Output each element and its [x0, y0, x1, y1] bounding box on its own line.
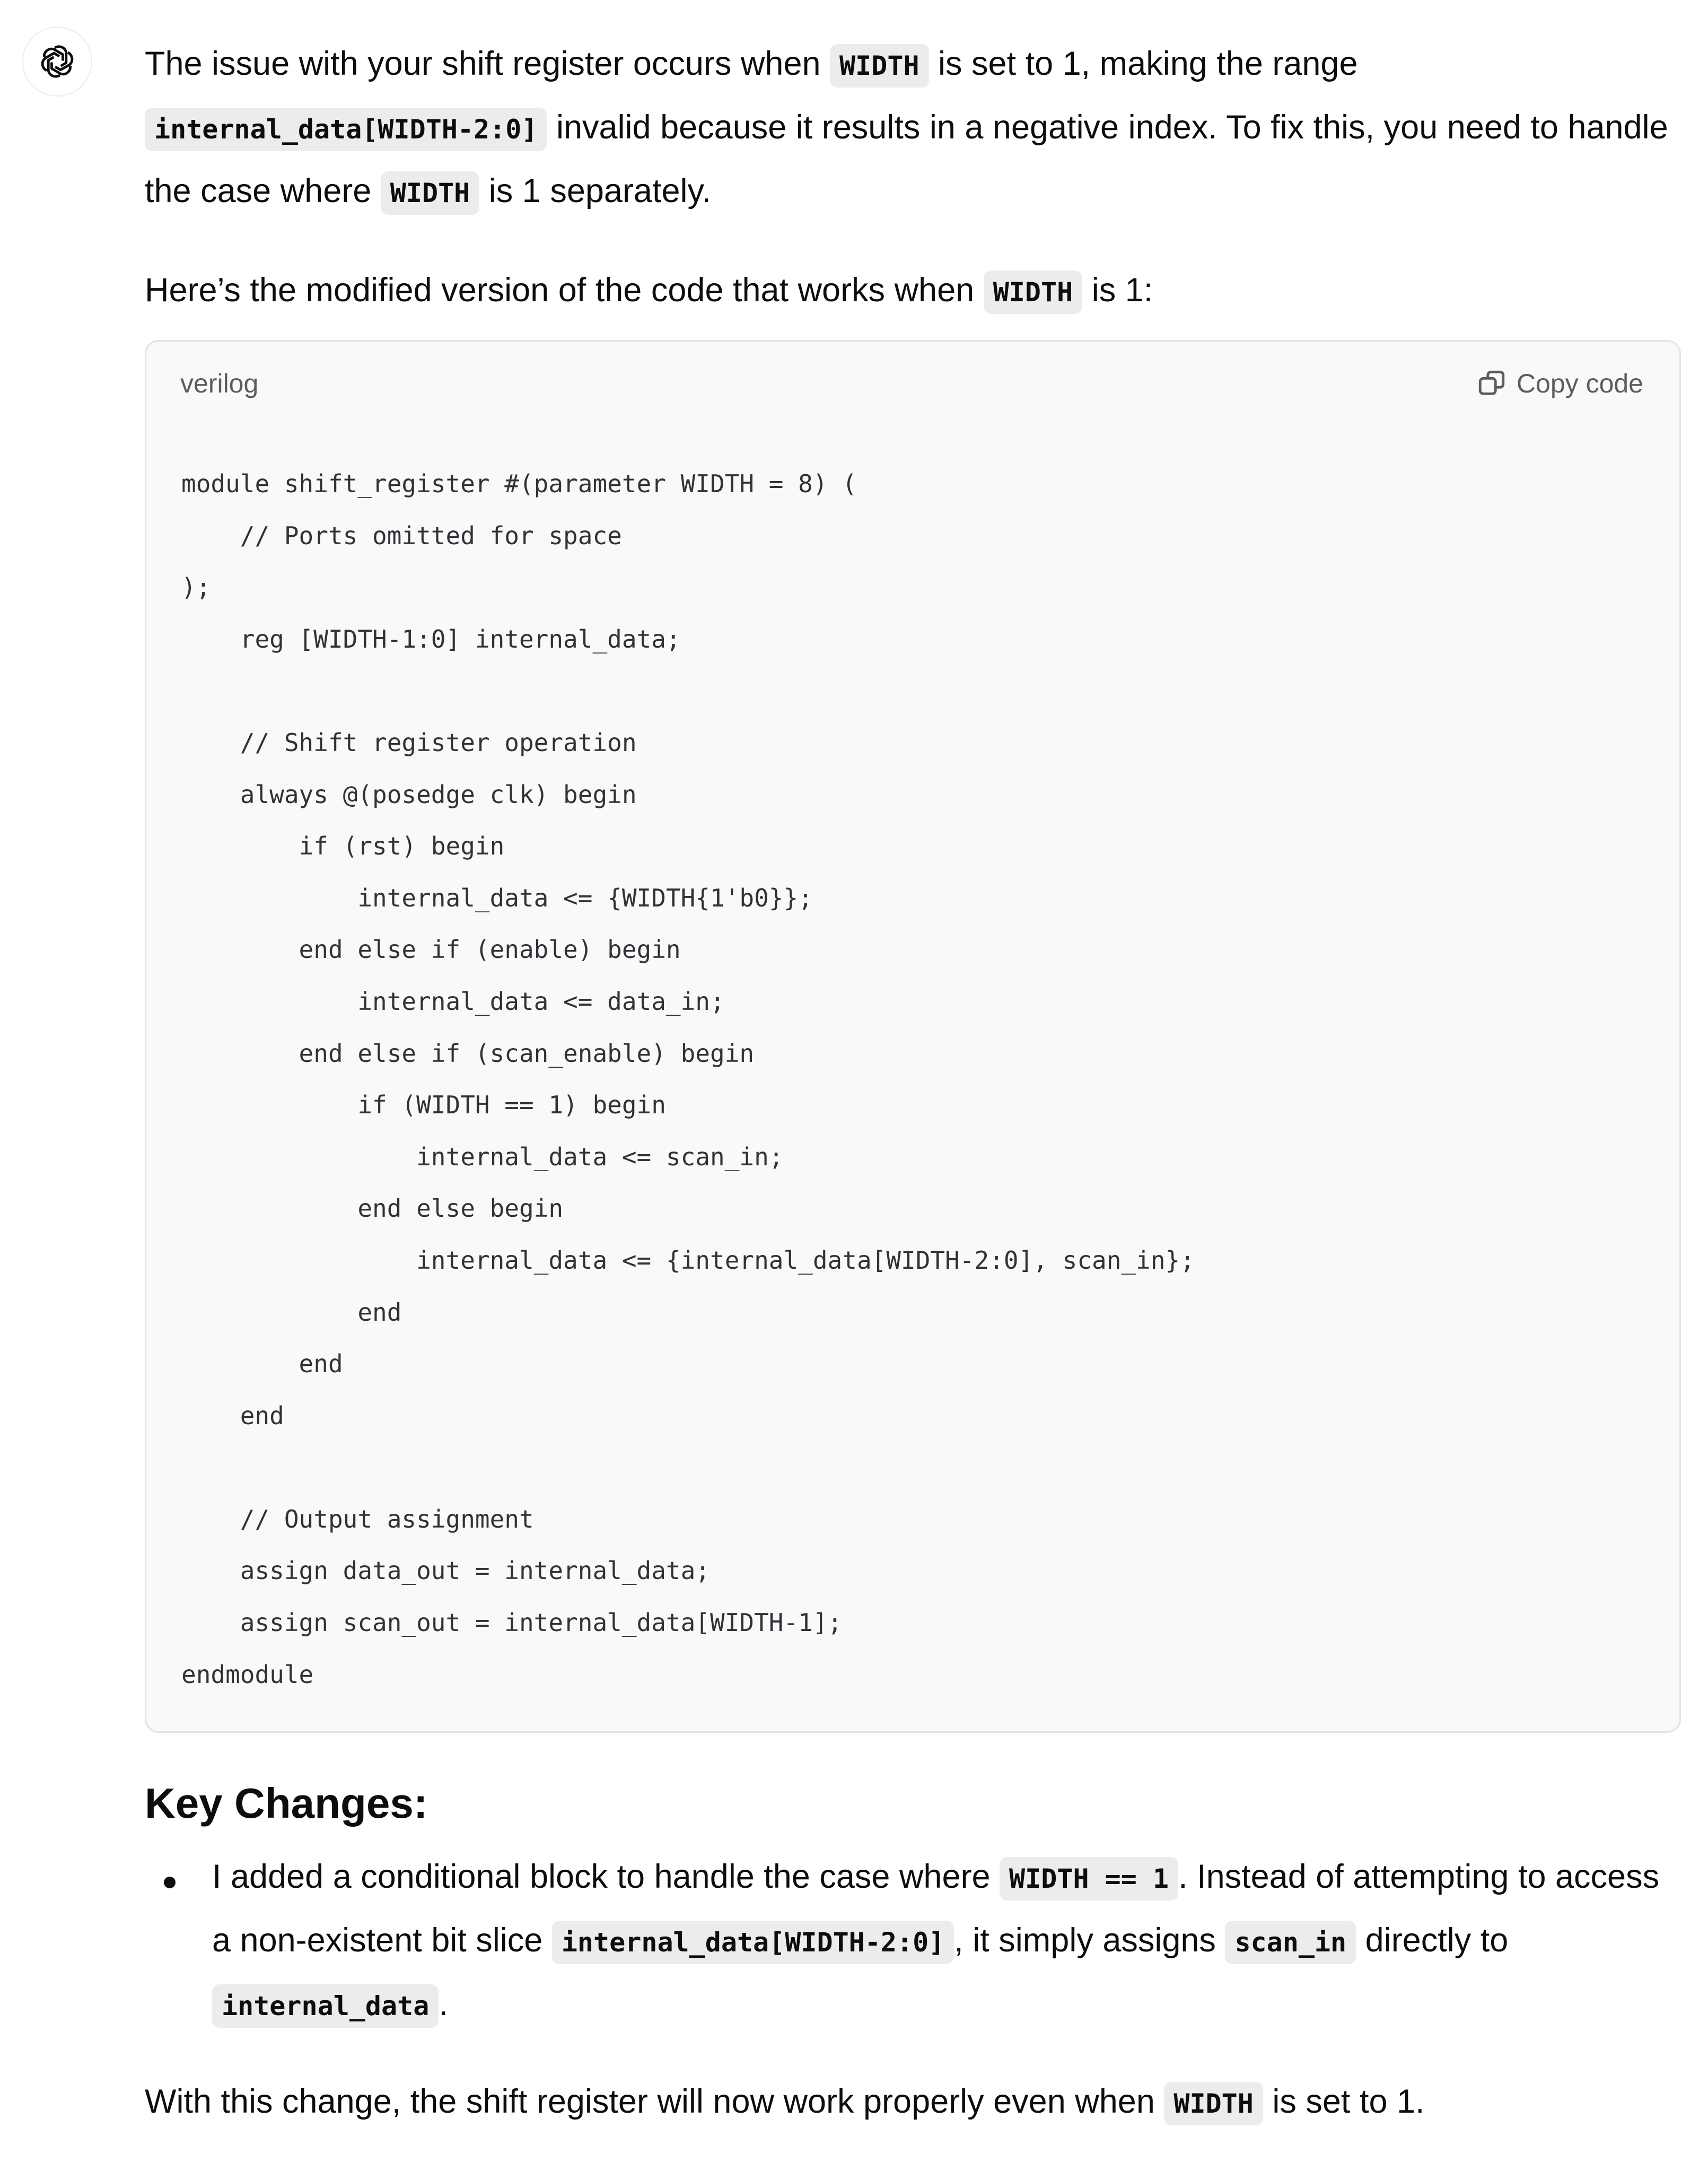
intro-paragraph-2 [145, 259, 1681, 323]
conclusion-paragraph [145, 2071, 1681, 2134]
text-run: directly to [1356, 1922, 1509, 1959]
text-run: Here’s the modified version of the code that works when [145, 272, 984, 309]
inline-code: WIDTH == 1 [1000, 1857, 1178, 1901]
code-line: assign scan_out = internal_data[WIDTH-1]; [181, 1608, 843, 1637]
code-line [181, 1442, 1195, 1494]
text-run: . Instead of attempting to access a non-existent bit slice [212, 1858, 1660, 1959]
code-line [181, 665, 1195, 717]
intro-paragraph [145, 33, 1681, 224]
inline-code: scan_in [1225, 1921, 1356, 1964]
code-line: reg [WIDTH-1:0] internal_data; [181, 624, 681, 653]
code-line: internal_data <= scan_in; [181, 1142, 784, 1171]
code-line: if (WIDTH == 1) begin [181, 1091, 666, 1120]
inline-code: WIDTH [830, 44, 929, 88]
text-run: is 1: [1082, 272, 1153, 309]
code-line: ); [181, 573, 211, 602]
code-line: endmodule [181, 1660, 314, 1689]
text-run: is set to 1, making the range [929, 45, 1358, 82]
code-line: end [181, 1297, 402, 1327]
code-line: internal_data <= data_in; [181, 987, 725, 1016]
key-changes-list [145, 1846, 1681, 2037]
text-run: The issue with your shift register occurs when [145, 45, 830, 82]
code-line: // Shift register operation [181, 728, 637, 757]
text-run: , it simply assigns [954, 1922, 1225, 1959]
code-line: end [181, 1401, 284, 1430]
code-block [145, 340, 1681, 1733]
code-line: internal_data <= {WIDTH{1'b0}}; [181, 883, 813, 912]
copy-icon [1476, 368, 1507, 399]
text-run: I added a conditional block to handle the case where [212, 1858, 1000, 1895]
code-line: if (rst) begin [181, 832, 505, 861]
openai-logo-icon [38, 42, 76, 81]
code-line: always @(posedge clk) begin [181, 780, 637, 809]
text-run: invalid because it results in a negative index. To fix this, you need to handle the case where [145, 109, 1668, 210]
text-run: is set to 1. [1263, 2083, 1425, 2120]
inline-code: WIDTH [381, 171, 480, 215]
assistant-avatar [22, 27, 92, 97]
list-item [145, 1846, 1681, 2037]
inline-code: WIDTH [984, 271, 1083, 314]
text-run: is 1 separately. [479, 172, 711, 210]
code-line: module shift_register #(parameter WIDTH = 8) ( [181, 469, 857, 498]
code-line: end else if (enable) begin [181, 935, 681, 964]
inline-code: internal_data[WIDTH-2:0] [145, 108, 547, 151]
inline-code: WIDTH [1164, 2082, 1263, 2125]
text-run: With this change, the shift register will now work properly even when [145, 2083, 1164, 2120]
code-line: end else begin [181, 1194, 564, 1223]
copy-code-label: Copy code [1516, 369, 1643, 398]
code-line: // Output assignment [181, 1504, 534, 1533]
code-line: assign data_out = internal_data; [181, 1556, 710, 1585]
key-changes-heading: Key Changes: [145, 1780, 428, 1827]
code-line: end [181, 1349, 343, 1379]
code-line: internal_data <= {internal_data[WIDTH-2:0], scan_in}; [181, 1245, 1195, 1275]
code-line: // Ports omitted for space [181, 521, 622, 550]
copy-code-button[interactable] [1476, 365, 1643, 402]
code-line: end else if (scan_enable) begin [181, 1039, 755, 1068]
bullet-icon [164, 1877, 176, 1888]
inline-code: internal_data [212, 1984, 439, 2028]
inline-code: internal_data[WIDTH-2:0] [552, 1921, 954, 1964]
code-content[interactable] [181, 458, 1195, 1701]
text-run: . [439, 1985, 448, 2022]
code-language-label: verilog [180, 369, 259, 398]
